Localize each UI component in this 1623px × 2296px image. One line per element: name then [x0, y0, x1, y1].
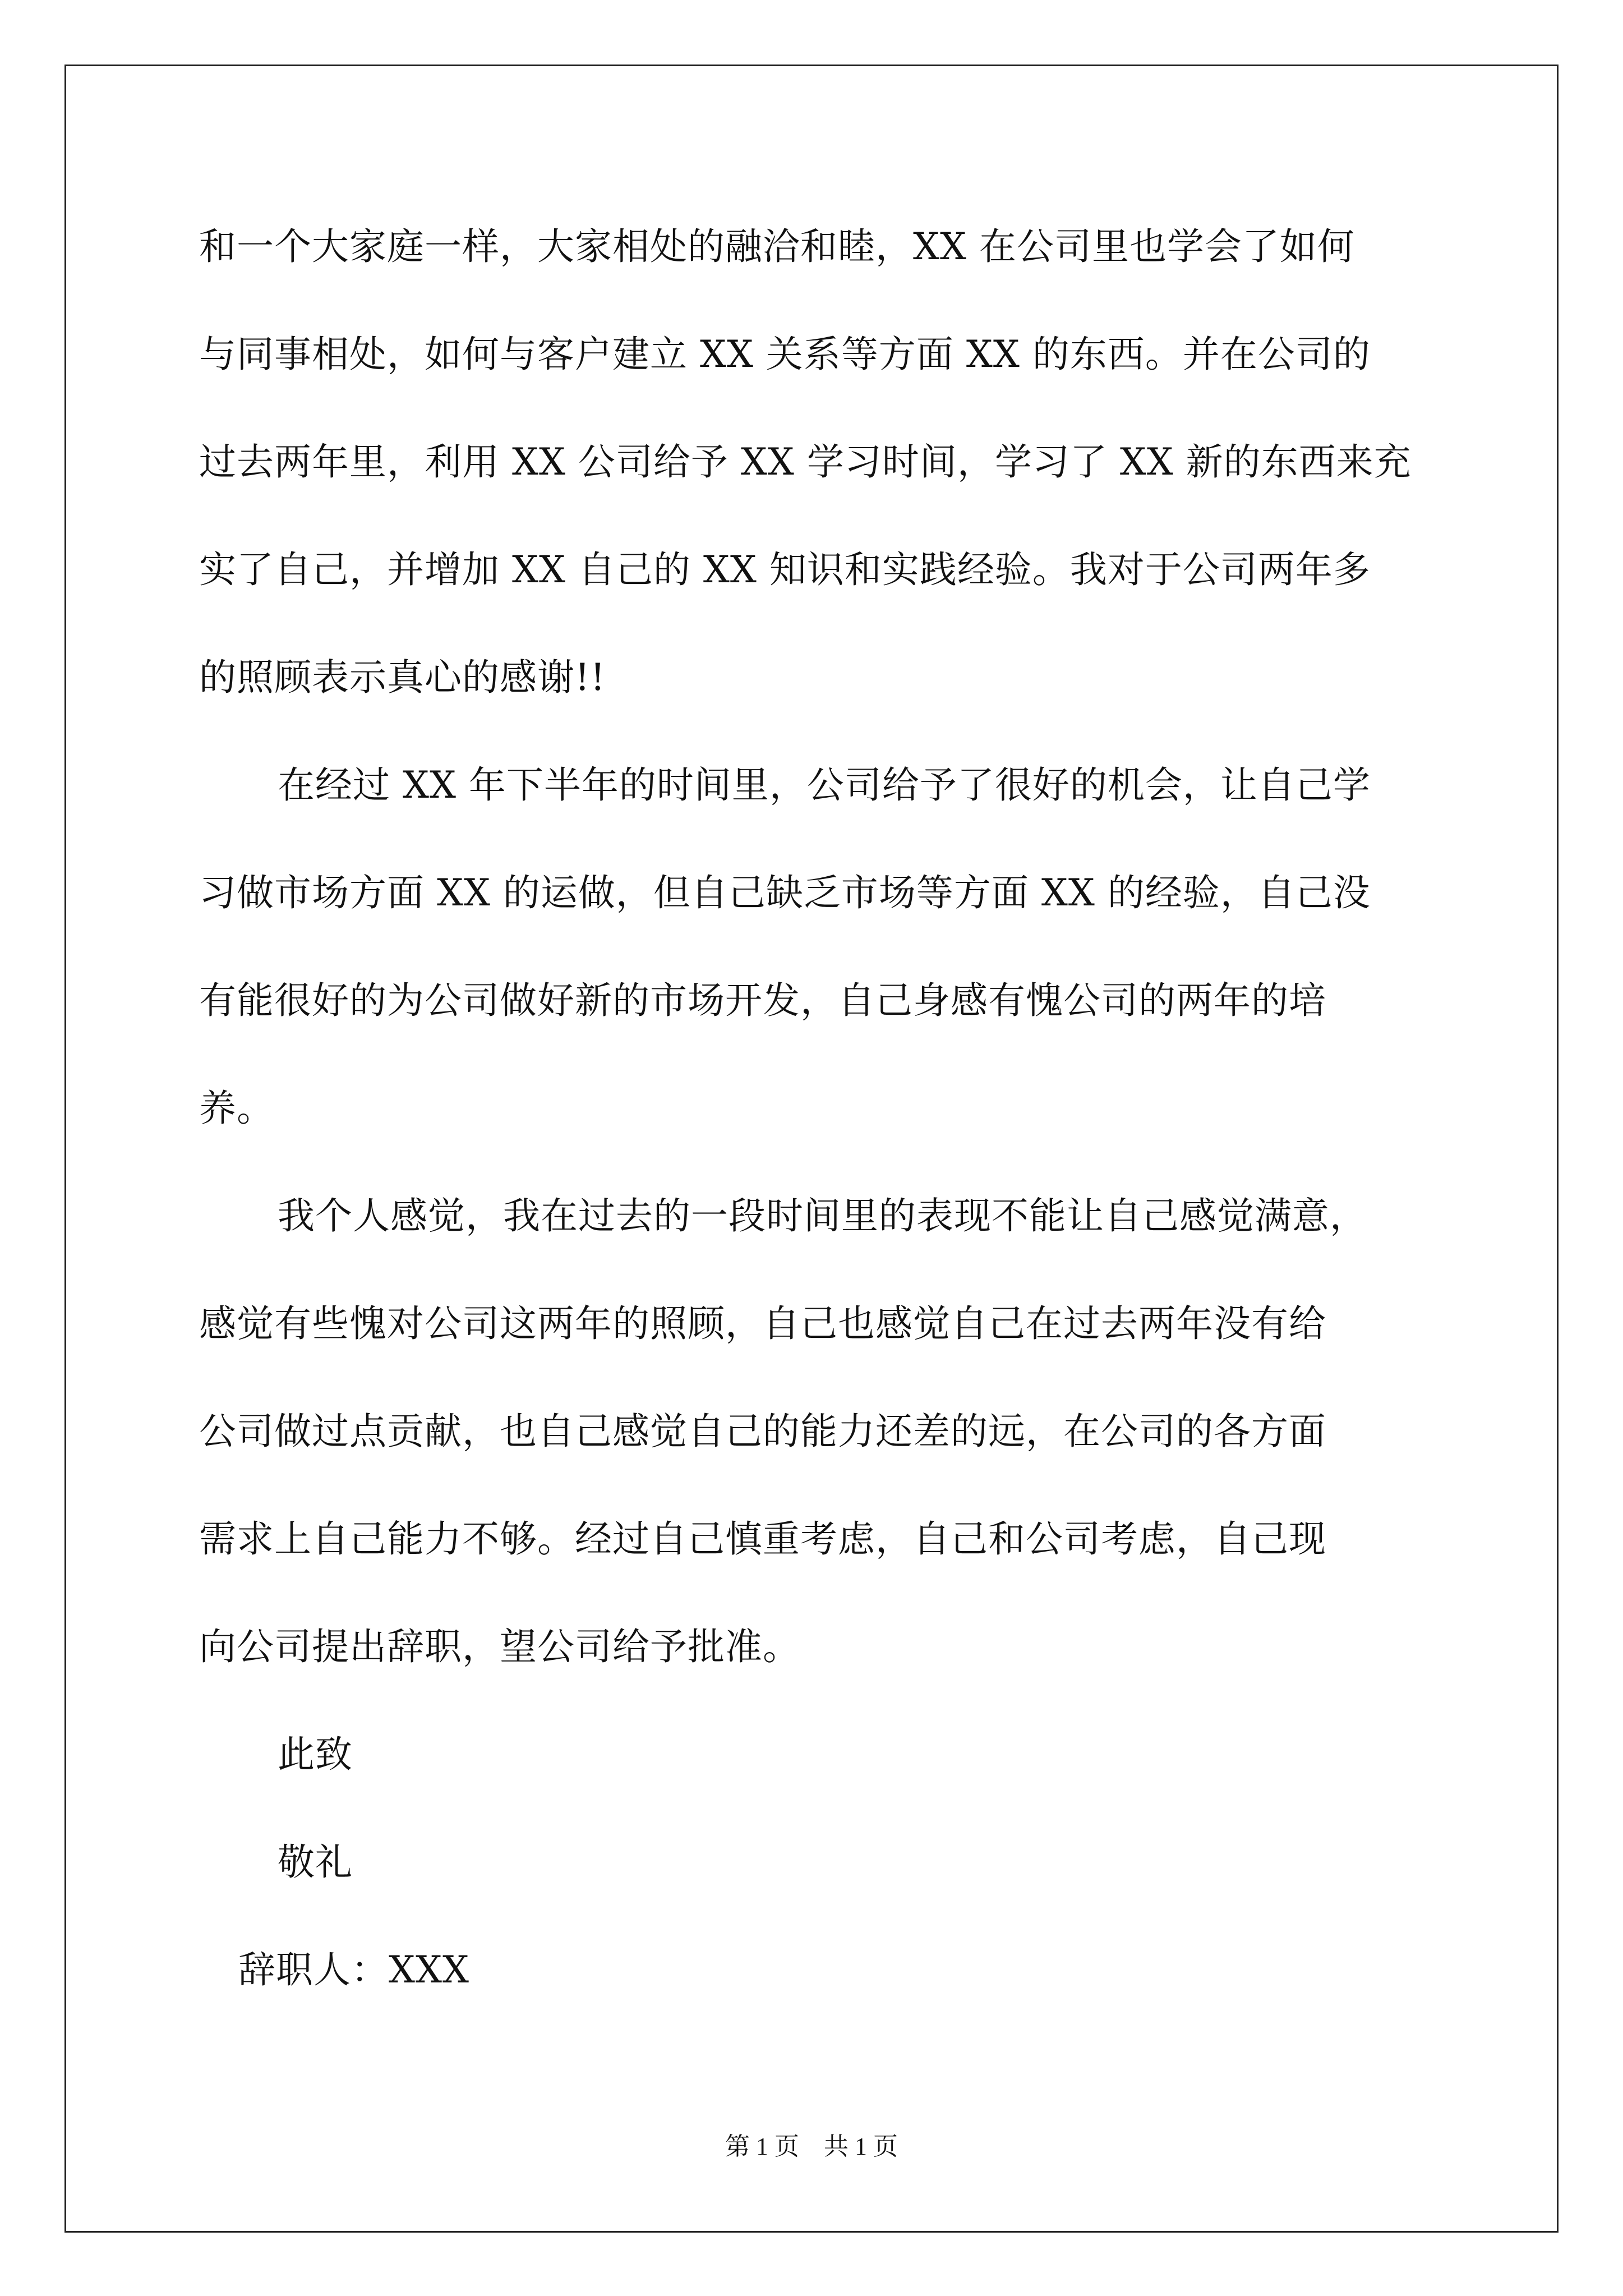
paragraph-line: 向公司提出辞职，望公司给予批准。 — [199, 1625, 800, 1668]
paragraph-line: 有能很好的为公司做好新的市场开发，自己身感有愧公司的两年的培 — [199, 979, 1326, 1022]
closing-salutation: 此致 — [278, 1733, 353, 1776]
paragraph-line: 感觉有些愧对公司这两年的照顾，自己也感觉自己在过去两年没有给 — [199, 1302, 1326, 1345]
paragraph-line: 实了自己，并增加 XX 自己的 XX 知识和实践经验。我对于公司两年多 — [199, 548, 1371, 591]
closing-regards: 敬礼 — [278, 1841, 353, 1884]
letter-body — [199, 222, 1450, 2053]
page-number-footer: 第 1 页 共 1 页 — [725, 2133, 898, 2160]
paragraph-line: 在经过 XX 年下半年的时间里，公司给予了很好的机会，让自己学 — [278, 763, 1371, 807]
paragraph-line: 需求上自己能力不够。经过自己慎重考虑，自己和公司考虑，自己现 — [199, 1517, 1326, 1561]
paragraph-line: 习做市场方面 XX 的运做，但自己缺乏市场等方面 XX 的经验，自己没 — [199, 871, 1371, 914]
paragraph-line: 和一个大家庭一样，大家相处的融洽和睦，XX 在公司里也学会了如何 — [199, 225, 1355, 268]
paragraph-line: 我个人感觉，我在过去的一段时间里的表现不能让自己感觉满意， — [278, 1194, 1367, 1237]
paragraph-line: 养。 — [199, 1087, 274, 1130]
paragraph-line: 的照顾表示真心的感谢!! — [199, 656, 606, 699]
paragraph-line: 与同事相处，如何与客户建立 XX 关系等方面 XX 的东西。并在公司的 — [199, 333, 1371, 376]
paragraph-line: 公司做过点贡献，也自己感觉自己的能力还差的远，在公司的各方面 — [199, 1410, 1326, 1453]
signature-line: 辞职人：XXX — [238, 1948, 469, 1991]
paragraph-line: 过去两年里，利用 XX 公司给予 XX 学习时间，学习了 XX 新的东西来充 — [199, 440, 1412, 484]
